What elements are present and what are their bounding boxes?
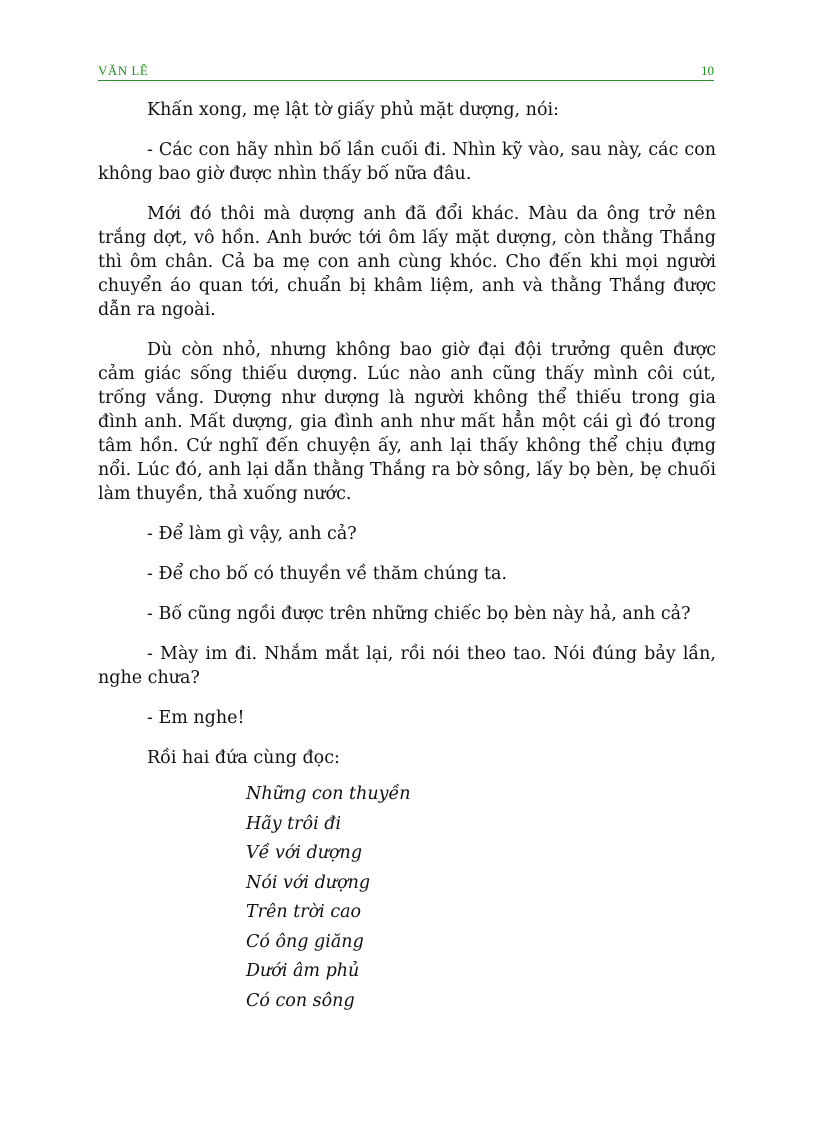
- poem-line: Về với dượng: [246, 843, 363, 863]
- poem-line: Hãy trôi đi: [246, 813, 342, 834]
- dialogue-line: - Mày im đi. Nhắm mắt lại, rồi nói theo tao. Nói đúng bảy lần, nghe chưa?: [98, 644, 716, 688]
- paragraph: - Các con hãy nhìn bố lần cuối đi. Nhìn kỹ vào, sau này, các con không bao giờ được nhìn thấy bố nữa đâu.: [98, 140, 716, 184]
- dialogue-line: - Em nghe!: [147, 708, 245, 728]
- poem-line: Có con sông: [246, 990, 355, 1011]
- poem-line: Nói với dượng: [246, 872, 371, 893]
- paragraph: Mới đó thôi mà dượng anh đã đổi khác. Màu da ông trở nên trắng dợt, vô hồn. Anh bước tới ôm lấy mặt dượng, còn thằng Thắng thì ôm chân. Cả ba mẹ con anh cùng khóc. Cho đến khi mọi người chuyển áo quan tới, chuẩn bị khâm liệm, anh và thằng Thắng được dẫn ra ngoài.: [98, 204, 716, 320]
- poem-line: Có ông giăng: [246, 931, 364, 952]
- dialogue-line: - Để làm gì vậy, anh cả?: [147, 524, 357, 544]
- paragraph: Khấn xong, mẹ lật tờ giấy phủ mặt dượng, nói:: [147, 100, 559, 120]
- paragraph: Dù còn nhỏ, nhưng không bao giờ đại đội trưởng quên được cảm giác sống thiếu dượng. Lúc nào anh cũng thấy mình côi cút, trống vắng. Dượng như dượng là người không thể thiếu trong gia đình anh. Mất dượng, gia đình anh như mất hẳn một cái gì đó trong tâm hồn. Cứ nghĩ đến chuyện ấy, anh lại thấy không thể chịu đựng nổi. Lúc đó, anh lại dẫn thằng Thắng ra bờ sông, lấy bọ bèn, bẹ chuối làm thuyền, thả xuống nước.: [98, 340, 716, 504]
- dialogue-line: - Để cho bố có thuyền về thăm chúng ta.: [147, 564, 508, 584]
- poem: [246, 780, 411, 1016]
- poem-line: Trên trời cao: [246, 902, 362, 922]
- dialogue-line: - Bố cũng ngồi được trên những chiếc bọ bèn này hả, anh cả?: [147, 604, 691, 624]
- header-author: VĂN LÊ: [98, 63, 149, 78]
- poem-line: Dưới âm phủ: [246, 961, 360, 981]
- header-page-number: 10: [701, 63, 714, 78]
- paragraph: Rồi hai đứa cùng đọc:: [147, 748, 340, 768]
- poem-line: Những con thuyền: [246, 784, 411, 804]
- body-text: [98, 98, 716, 786]
- page-header: [98, 62, 714, 81]
